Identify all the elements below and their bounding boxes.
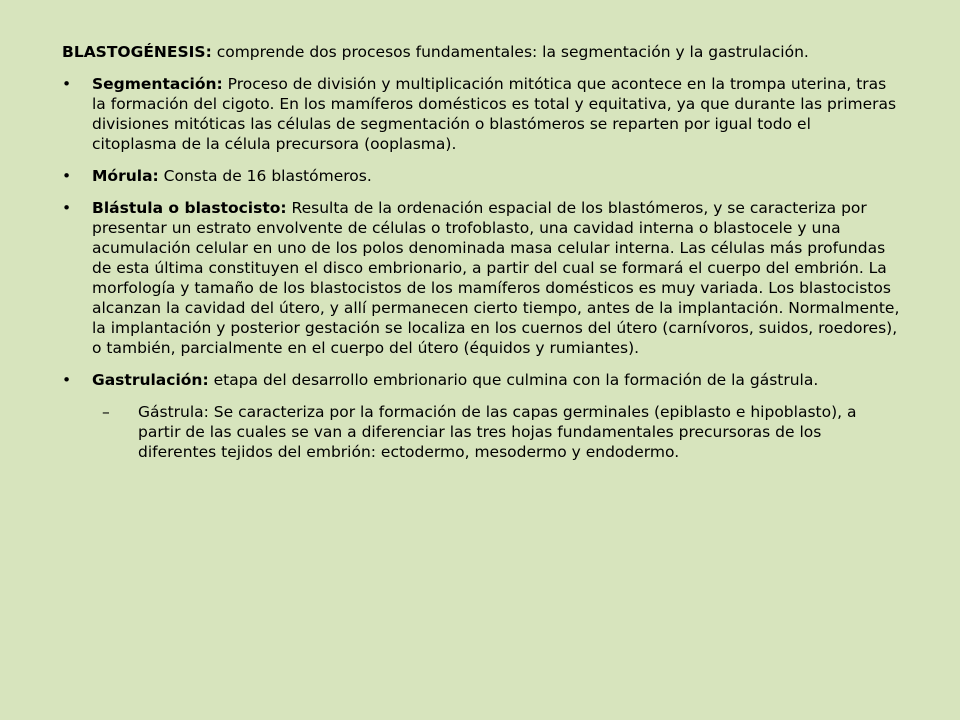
- bullet-gastrulacion: [62, 370, 900, 390]
- sub-bullet-gastrula: [62, 402, 900, 462]
- bullet-term: Mórula:: [92, 167, 159, 185]
- bullet-dot-icon: •: [62, 199, 72, 217]
- bullet-text: Proceso de división y multiplicación mitótica que acontece en la trompa uterina, tras la formación del cigoto. En los mamíferos domésticos es total y equitativa, ya que durante las primeras divisiones mitóticas las células de segmentación o blastómeros se reparten por igual todo el citoplasma de la célula precursora (ooplasma).: [92, 75, 897, 153]
- bullet-term: Blástula o blastocisto:: [92, 199, 287, 217]
- bullet-morula: [62, 166, 900, 186]
- bullet-text: Consta de 16 blastómeros.: [158, 167, 372, 185]
- intro-term: BLASTOGÉNESIS:: [62, 43, 212, 61]
- bullet-dot-icon: •: [62, 167, 72, 185]
- bullet-term: Segmentación:: [92, 75, 223, 93]
- intro-text: comprende dos procesos fundamentales: la segmentación y la gastrulación.: [211, 43, 809, 61]
- bullet-segmentacion: [62, 74, 900, 154]
- bullet-list: [62, 74, 900, 390]
- bullet-blastula: [62, 198, 900, 358]
- dash-icon: –: [102, 403, 110, 421]
- bullet-text: etapa del desarrollo embrionario que culmina con la formación de la gástrula.: [208, 371, 819, 389]
- intro-paragraph: [62, 42, 900, 62]
- sub-bullet-text: Gástrula: Se caracteriza por la formación de las capas germinales (epiblasto e hipoblasto), a partir de las cuales se van a diferenciar las tres hojas fundamentales precursoras de los diferentes tejidos del embrión: ectodermo, mesodermo y endodermo.: [138, 403, 857, 461]
- bullet-dot-icon: •: [62, 75, 72, 93]
- bullet-text: Resulta de la ordenación espacial de los blastómeros, y se caracteriza por presentar un estrato envolvente de células o trofoblasto, una cavidad interna o blastocele y una acumulación celular en uno de los polos denominada masa celular interna. Las células más profundas de esta última constituyen el disco embrionario, a partir del cual se formará el cuerpo del embrión. La morfología y tamaño de los blastocistos de los mamíferos domésticos es muy variada. Los blastocistos alcanzan la cavidad del útero, y allí permanecen cierto tiempo, antes de la implantación. Normalmente, la implantación y posterior gestación se localiza en los cuernos del útero (carnívoros, suidos, roedores), o también, parcialmente en el cuerpo del útero (équidos y rumiantes).: [92, 199, 900, 357]
- bullet-term: Gastrulación:: [92, 371, 209, 389]
- bullet-dot-icon: •: [62, 371, 72, 389]
